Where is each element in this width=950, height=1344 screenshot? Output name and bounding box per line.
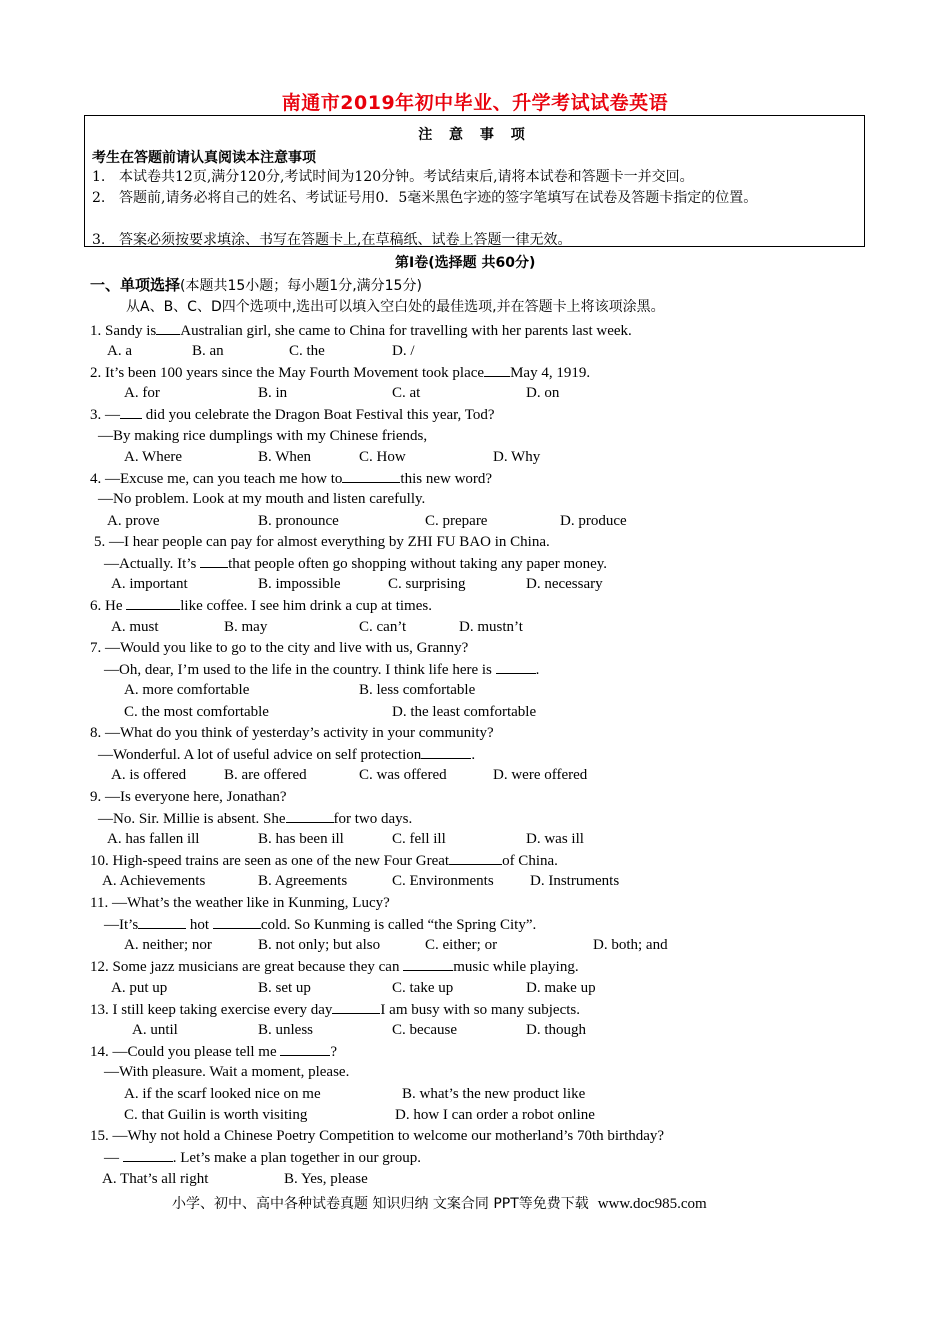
question-reply bbox=[104, 1147, 421, 1168]
question-stem: 8. —What do you think of yesterday’s activity in your community? bbox=[90, 725, 494, 741]
option: C. prepare bbox=[425, 513, 488, 529]
answer-blank bbox=[213, 914, 261, 929]
option: A. Achievements bbox=[102, 873, 206, 889]
notice-item-number: 2. bbox=[92, 190, 106, 206]
stem-text: 13. I still keep taking exercise every day bbox=[90, 1002, 333, 1018]
option: C. that Guilin is worth visiting bbox=[124, 1107, 308, 1123]
notice-item bbox=[92, 230, 859, 251]
question-stem bbox=[90, 595, 432, 616]
answer-blank bbox=[449, 850, 502, 865]
question-reply bbox=[104, 553, 607, 574]
option: A. important bbox=[111, 576, 188, 592]
stem-text: ? bbox=[330, 1044, 338, 1060]
answer-blank bbox=[138, 914, 186, 929]
question-reply bbox=[98, 808, 412, 829]
section-heading-line bbox=[90, 275, 422, 296]
option: A. a bbox=[107, 343, 132, 359]
option: A. for bbox=[124, 385, 160, 401]
question-stem bbox=[90, 850, 558, 871]
option: B. has been ill bbox=[258, 831, 344, 847]
stem-text: 6. He bbox=[90, 598, 127, 614]
reply-text: hot bbox=[186, 917, 213, 933]
notice-heading: 注 意 事 项 bbox=[418, 127, 531, 143]
option: D. though bbox=[526, 1022, 586, 1038]
option: A. Where bbox=[124, 449, 183, 465]
stem-text: 2. It’s been 100 years since the May Fourth Movement took place bbox=[90, 365, 485, 381]
answer-blank bbox=[200, 553, 228, 568]
footer-text: 小学、初中、高中各种试卷真题 知识归纳 文案合同 PPT等免费下载 bbox=[172, 1196, 589, 1212]
answer-blank bbox=[332, 999, 380, 1014]
option: D. were offered bbox=[493, 767, 588, 783]
notice-item-text: 答案必须按要求填涂、书写在答题卡上,在草稿纸、试卷上答题一律无效。 bbox=[119, 232, 572, 248]
option: B. what’s the new product like bbox=[402, 1086, 586, 1102]
option: A. until bbox=[132, 1022, 178, 1038]
exam-title: 南通市2019年初中毕业、升学考试试卷英语 bbox=[281, 92, 669, 114]
stem-text: 10. High-speed trains are seen as one of the new Four Great bbox=[90, 853, 450, 869]
option: C. surprising bbox=[388, 576, 466, 592]
option: C. can’t bbox=[359, 619, 407, 635]
option: D. produce bbox=[560, 513, 627, 529]
stem-text: 4. —Excuse me, can you teach me how to bbox=[90, 471, 343, 487]
notice-item-number: 3. bbox=[92, 232, 106, 248]
option: B. not only; but also bbox=[258, 937, 381, 953]
question-reply: —No problem. Look at my mouth and listen carefully. bbox=[98, 491, 426, 507]
answer-blank bbox=[126, 595, 180, 610]
stem-text: May 4, 1919. bbox=[510, 365, 591, 381]
option: A. must bbox=[111, 619, 159, 635]
option: B. unless bbox=[258, 1022, 314, 1038]
option: C. Environments bbox=[392, 873, 494, 889]
notice-box bbox=[84, 115, 865, 247]
option: C. the most comfortable bbox=[124, 704, 269, 720]
answer-blank bbox=[286, 808, 334, 823]
stem-text: music while playing. bbox=[453, 959, 579, 975]
option: C. How bbox=[359, 449, 406, 465]
footer-url: www.doc985.com bbox=[597, 1196, 707, 1212]
question-stem: 9. —Is everyone here, Jonathan? bbox=[90, 789, 287, 805]
option: D. Why bbox=[493, 449, 541, 465]
option: A. has fallen ill bbox=[107, 831, 200, 847]
stem-text: 3. — bbox=[90, 407, 120, 423]
option: D. Instruments bbox=[530, 873, 620, 889]
option: B. pronounce bbox=[258, 513, 339, 529]
question-reply: —By making rice dumplings with my Chinese friends, bbox=[98, 428, 428, 444]
stem-text: 12. Some jazz musicians are great because they can bbox=[90, 959, 404, 975]
stem-text: like coffee. I see him drink a cup at times. bbox=[180, 598, 432, 614]
option: B. Agreements bbox=[258, 873, 348, 889]
answer-blank bbox=[484, 362, 510, 377]
reply-text: —No. Sir. Millie is absent. She bbox=[98, 811, 286, 827]
option: A. neither; nor bbox=[124, 937, 212, 953]
question-reply bbox=[104, 659, 539, 680]
option: B. When bbox=[258, 449, 312, 465]
answer-blank bbox=[496, 659, 536, 674]
option: A. That’s all right bbox=[102, 1171, 209, 1187]
page-footer bbox=[172, 1193, 707, 1213]
notice-item-number: 1. bbox=[92, 169, 106, 185]
stem-text: 14. —Could you please tell me bbox=[90, 1044, 281, 1060]
notice-item bbox=[92, 167, 859, 188]
option: A. put up bbox=[111, 980, 168, 996]
reply-text: — bbox=[104, 1150, 123, 1166]
option: C. at bbox=[392, 385, 421, 401]
reply-text: . Let’s make a plan together in our group. bbox=[172, 1150, 422, 1166]
option: C. take up bbox=[392, 980, 454, 996]
question-stem bbox=[90, 468, 492, 489]
option: C. either; or bbox=[425, 937, 498, 953]
stem-text: of China. bbox=[502, 853, 558, 869]
notice-item-text: 答题前,请务必将自己的姓名、考试证号用0．5毫米黑色字迹的签字笔填写在试卷及答题卡指定的位置。 bbox=[119, 190, 758, 206]
section-heading-note: (本题共15小题；每小题1分,满分15分) bbox=[180, 278, 422, 294]
option: B. may bbox=[224, 619, 268, 635]
question-stem: 5. —I hear people can pay for almost everything by ZHI FU BAO in China. bbox=[94, 534, 550, 550]
reply-text: —Wonderful. A lot of useful advice on self protection bbox=[98, 747, 422, 763]
section-instruction: 从A、B、C、D四个选项中,选出可以填入空白处的最佳选项,并在答题卡上将该项涂黑。 bbox=[126, 299, 665, 315]
option: A. more comfortable bbox=[124, 682, 250, 698]
question-stem bbox=[90, 1041, 337, 1062]
answer-blank bbox=[120, 404, 142, 419]
part-title: 第Ⅰ卷(选择题 共60分) bbox=[395, 255, 536, 271]
option: B. less comfortable bbox=[359, 682, 476, 698]
stem-text: 1. Sandy is bbox=[90, 323, 157, 339]
answer-blank bbox=[280, 1041, 330, 1056]
question-stem bbox=[90, 320, 632, 341]
question-stem bbox=[90, 404, 495, 425]
option: C. the bbox=[289, 343, 325, 359]
answer-blank bbox=[421, 744, 471, 759]
reply-text: that people often go shopping without taking any paper money. bbox=[228, 556, 608, 572]
notice-item-text: 本试卷共12页,满分120分,考试时间为120分钟。考试结束后,请将本试卷和答题卡一并交回。 bbox=[119, 169, 694, 185]
question-stem: 11. —What’s the weather like in Kunming, Lucy? bbox=[90, 895, 390, 911]
reply-text: —Actually. It’s bbox=[104, 556, 201, 572]
stem-text: did you celebrate the Dragon Boat Festival this year, Tod? bbox=[142, 407, 495, 423]
option: B. impossible bbox=[258, 576, 341, 592]
question-stem bbox=[90, 956, 579, 977]
option: C. was offered bbox=[359, 767, 447, 783]
option: B. an bbox=[192, 343, 224, 359]
option: B. set up bbox=[258, 980, 311, 996]
option: A. if the scarf looked nice on me bbox=[124, 1086, 321, 1102]
question-reply bbox=[98, 744, 475, 765]
option: D. was ill bbox=[526, 831, 584, 847]
stem-text: I am busy with so many subjects. bbox=[380, 1002, 580, 1018]
option: D. both; and bbox=[593, 937, 668, 953]
question-reply: —With pleasure. Wait a moment, please. bbox=[104, 1064, 350, 1080]
reply-text: —It’s bbox=[104, 917, 139, 933]
answer-blank bbox=[403, 956, 453, 971]
reply-text: . bbox=[471, 747, 476, 763]
question-stem: 7. —Would you like to go to the city and live with us, Granny? bbox=[90, 640, 469, 656]
option: C. fell ill bbox=[392, 831, 446, 847]
option: D. make up bbox=[526, 980, 596, 996]
reply-text: cold. So Kunming is called “the Spring City”. bbox=[260, 917, 537, 933]
option: D. on bbox=[526, 385, 560, 401]
option: C. because bbox=[392, 1022, 457, 1038]
option: D. mustn’t bbox=[459, 619, 523, 635]
question-stem bbox=[90, 362, 590, 383]
option: D. how I can order a robot online bbox=[395, 1107, 595, 1123]
notice-item bbox=[92, 188, 859, 209]
stem-text: Australian girl, she came to China for travelling with her parents last week. bbox=[180, 323, 632, 339]
reply-text: —Oh, dear, I’m used to the life in the country. I think life here is bbox=[104, 662, 496, 678]
question-stem bbox=[90, 999, 580, 1020]
section-heading: 一、单项选择 bbox=[90, 276, 181, 294]
notice-subheading: 考生在答题前请认真阅读本注意事项 bbox=[92, 150, 316, 166]
answer-blank bbox=[123, 1147, 173, 1162]
option: B. in bbox=[258, 385, 288, 401]
option: A. prove bbox=[107, 513, 160, 529]
question-stem: 15. —Why not hold a Chinese Poetry Competition to welcome our motherland’s 70th birthday? bbox=[90, 1128, 665, 1144]
answer-blank bbox=[156, 320, 180, 335]
option: D. / bbox=[392, 343, 415, 359]
reply-text: . bbox=[535, 662, 540, 678]
option: D. the least comfortable bbox=[392, 704, 537, 720]
option: D. necessary bbox=[526, 576, 603, 592]
question-reply bbox=[104, 914, 536, 935]
option: A. is offered bbox=[111, 767, 187, 783]
reply-text: for two days. bbox=[333, 811, 413, 827]
answer-blank bbox=[342, 468, 400, 483]
option: B. are offered bbox=[224, 767, 307, 783]
option: B. Yes, please bbox=[284, 1171, 368, 1187]
stem-text: this new word? bbox=[400, 471, 493, 487]
